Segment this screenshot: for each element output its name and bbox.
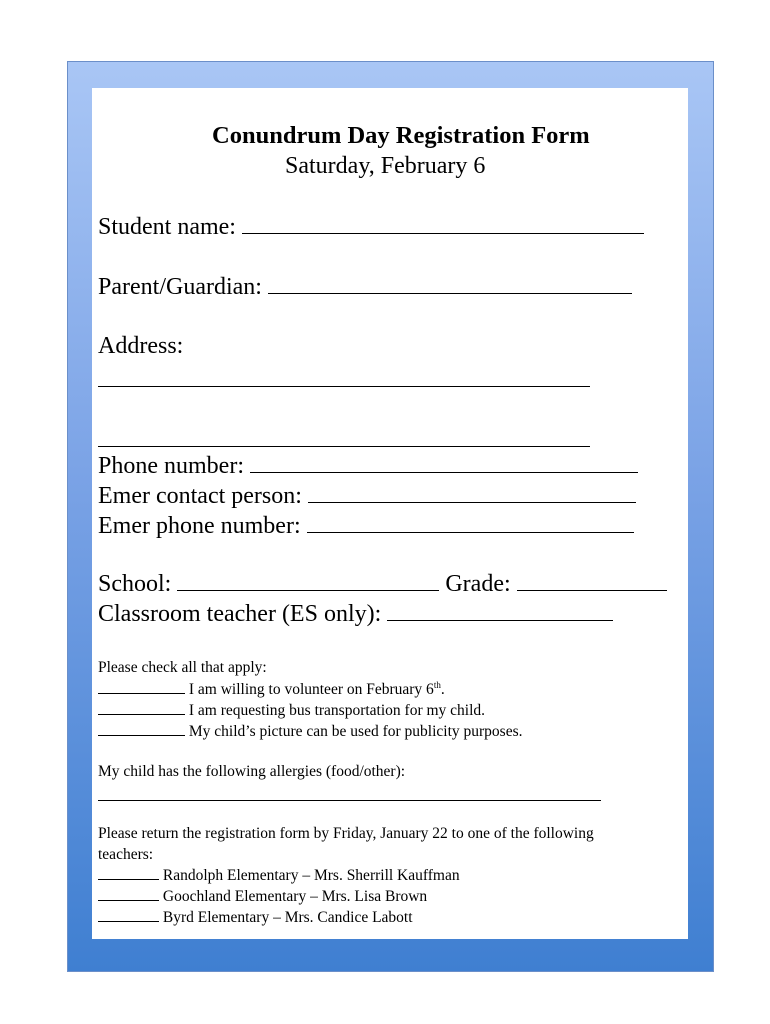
form-date: Saturday, February 6 (285, 153, 486, 179)
return-instructions-line1: Please return the registration form by Friday, January 22 to one of the following (98, 825, 594, 842)
byrd-checkbox[interactable] (98, 909, 159, 922)
phone-row (98, 453, 638, 478)
phone-field[interactable] (250, 453, 638, 473)
school-option-randolph (98, 867, 460, 884)
student-name-field[interactable] (242, 214, 644, 234)
teacher-field[interactable] (387, 601, 613, 621)
parent-guardian-field[interactable] (268, 274, 632, 294)
parent-guardian-label: Parent/Guardian: (98, 274, 262, 300)
volunteer-text: I am willing to volunteer on February 6 (188, 681, 434, 698)
bus-checkbox[interactable] (98, 702, 185, 715)
allergies-label: My child has the following allergies (food/other): (98, 763, 406, 780)
phone-label: Phone number: (98, 453, 244, 479)
emer-contact-field[interactable] (308, 483, 636, 503)
teacher-label: Classroom teacher (ES only): (98, 601, 382, 627)
bus-check-row (98, 702, 485, 719)
form-title: Conundrum Day Registration Form (212, 122, 590, 149)
allergies-line[interactable] (98, 800, 601, 801)
school-field[interactable] (177, 571, 439, 591)
volunteer-period: . (440, 681, 445, 698)
picture-check-row (98, 723, 522, 740)
student-name-row (98, 214, 644, 239)
school-grade-row (98, 571, 667, 596)
grade-field[interactable] (517, 571, 667, 591)
emer-phone-row (98, 513, 634, 538)
volunteer-ordinal: th (433, 679, 441, 690)
school-option-byrd (98, 909, 413, 926)
byrd-text: Byrd Elementary – Mrs. Candice Labott (162, 909, 413, 926)
emer-contact-row (98, 483, 636, 508)
randolph-text: Randolph Elementary – Mrs. Sherrill Kauffman (162, 867, 460, 884)
school-option-goochland (98, 888, 427, 905)
grade-label: Grade: (445, 571, 511, 597)
goochland-text: Goochland Elementary – Mrs. Lisa Brown (162, 888, 428, 905)
check-prompt: Please check all that apply: (98, 659, 267, 676)
randolph-checkbox[interactable] (98, 867, 159, 880)
address-label: Address: (98, 333, 184, 359)
volunteer-check-row (98, 681, 445, 698)
address-line-2[interactable] (98, 446, 590, 447)
picture-text: My child’s picture can be used for publicity purposes. (188, 723, 523, 740)
volunteer-checkbox[interactable] (98, 681, 185, 694)
emer-phone-label: Emer phone number: (98, 513, 301, 539)
address-line-1[interactable] (98, 386, 590, 387)
school-label: School: (98, 571, 172, 597)
emer-contact-label: Emer contact person: (98, 483, 302, 509)
student-name-label: Student name: (98, 214, 236, 240)
teacher-row (98, 601, 613, 626)
bus-text: I am requesting bus transportation for my child. (188, 702, 486, 719)
goochland-checkbox[interactable] (98, 888, 159, 901)
picture-checkbox[interactable] (98, 723, 185, 736)
parent-guardian-row (98, 274, 632, 299)
return-instructions-line2: teachers: (98, 846, 154, 863)
emer-phone-field[interactable] (307, 513, 634, 533)
